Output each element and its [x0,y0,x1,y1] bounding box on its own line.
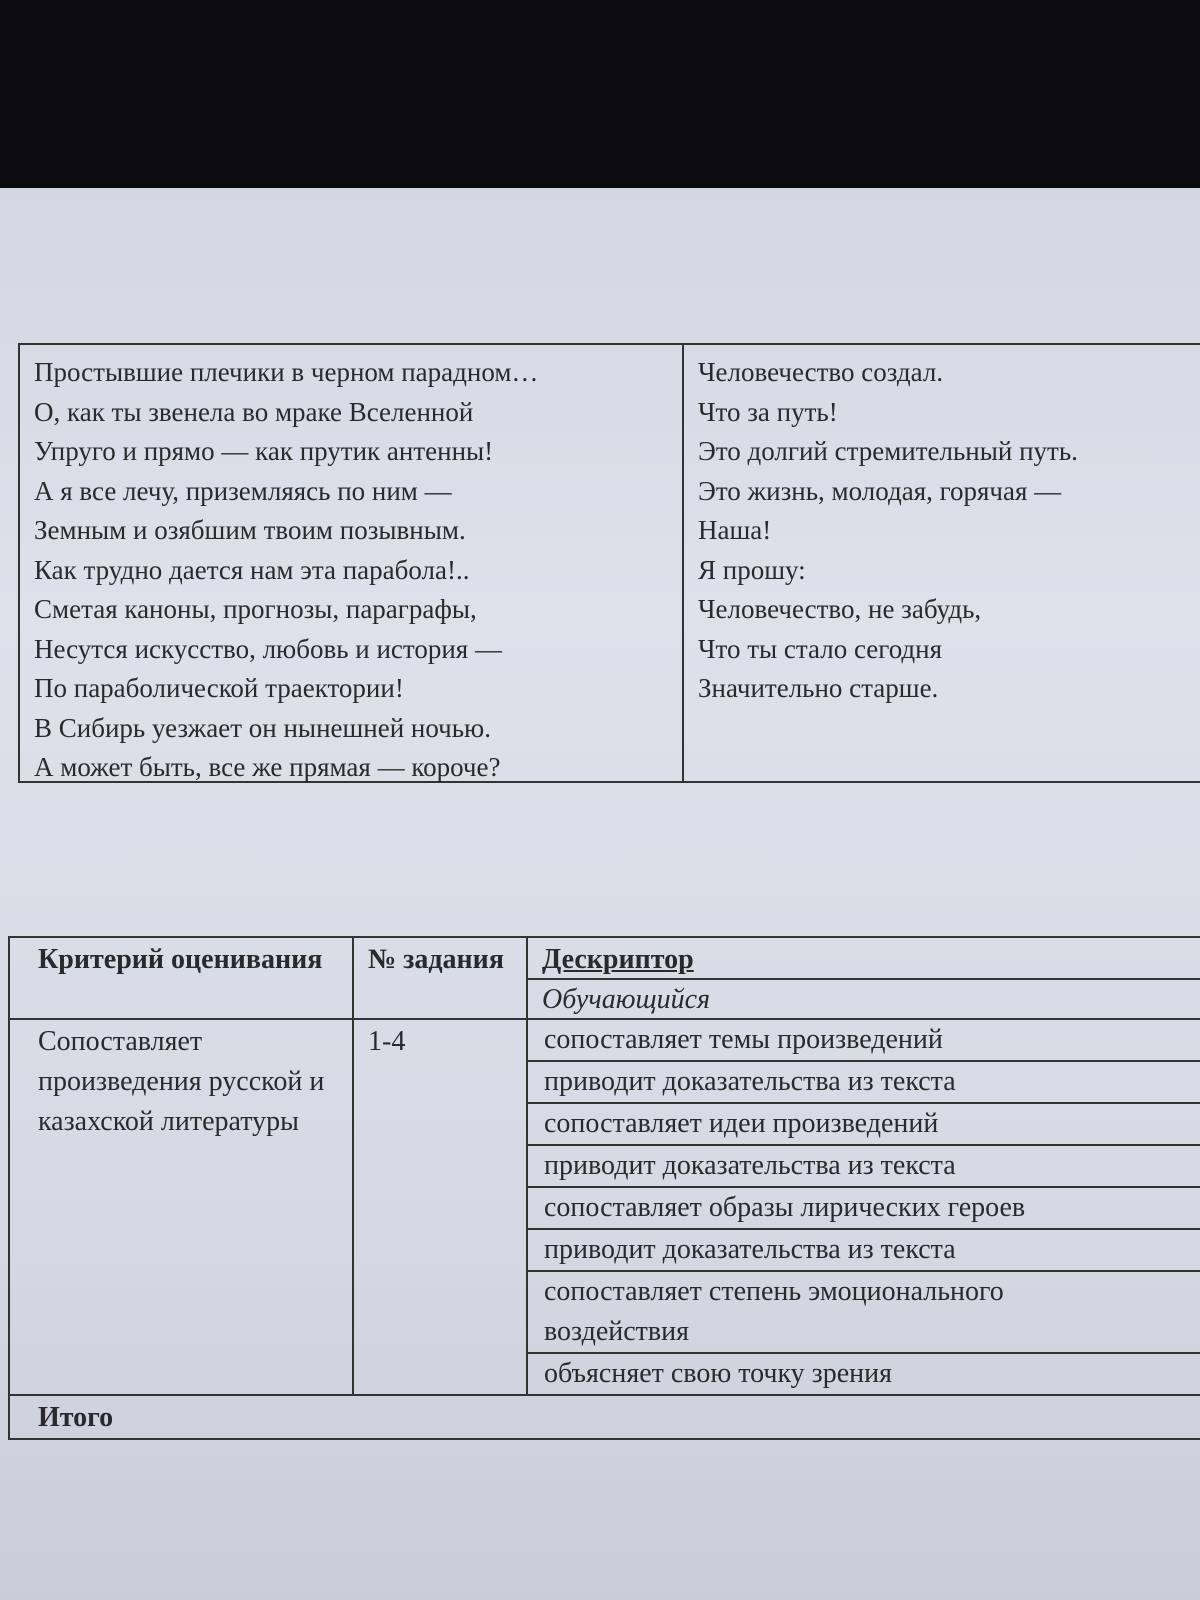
header-descriptor: Дескриптор [542,944,694,975]
poem-line: Несутся искусство, любовь и история — [34,633,502,664]
descriptor-row: сопоставляет темы произведений [544,1024,943,1055]
poem-line: Упруго и прямо — как прутик антенны! [34,436,494,466]
poem-left-column [20,345,684,781]
descriptor-row: сопоставляет образы лирических героев [544,1192,1026,1223]
divider [352,938,354,1396]
poem-line: Сметая каноны, прогнозы, параграфы, [34,594,477,624]
poem-line: Простывшие плечики в черном парадном… [34,357,539,387]
descriptor-row: приводит доказательства из текста [544,1234,956,1265]
descriptor-row: сопоставляет идеи произведений [544,1108,939,1139]
poem-line: А может быть, все же прямая — короче? [34,752,501,782]
poem-line: О, как ты звенела во мраке Вселенной [34,396,474,427]
header-task-number: № задания [368,944,504,975]
poem-line: Что ты стало сегодня [698,633,943,664]
header-student: Обучающийся [542,984,711,1015]
rubric-table [8,936,1200,1440]
poem-line: Это долгий стремительный путь. [698,436,1078,466]
poem-line: Как трудно дается нам эта парабола!.. [34,554,470,585]
poem-table [18,343,1200,783]
descriptor-row: объясняет свою точку зрения [544,1358,893,1389]
descriptor-row: сопоставляет степень эмоционального воздействия [544,1276,1004,1347]
poem-line: По параболической траектории! [34,673,404,703]
header-criterion: Критерий оценивания [38,944,323,975]
poem-line: Человечество создал. [698,357,944,387]
poem-line: Что за путь! [698,396,838,427]
descriptor-row: приводит доказательства из текста [544,1150,956,1181]
poem-line: Я прошу: [698,554,806,585]
poem-line: А я все лечу, приземляясь по ним — [34,475,452,506]
poem-line: Значительно старше. [698,673,939,703]
poem-line: Земным и озябшим твоим позывным. [34,515,466,545]
divider [10,1394,1200,1396]
poem-line: Наша! [698,515,772,545]
criterion-text: Сопоставляет произведения русской и казахской литературы [38,1026,325,1137]
total-label: Итого [38,1402,114,1433]
poem-right-column [684,345,1200,781]
poem-line: Это жизнь, молодая, горячая — [698,475,1062,506]
poem-line: В Сибирь уезжает он нынешней ночью. [34,712,491,743]
poem-line: Человечество, не забудь, [698,594,982,624]
task-number: 1-4 [368,1026,406,1057]
descriptor-row: приводит доказательства из текста [544,1066,956,1097]
